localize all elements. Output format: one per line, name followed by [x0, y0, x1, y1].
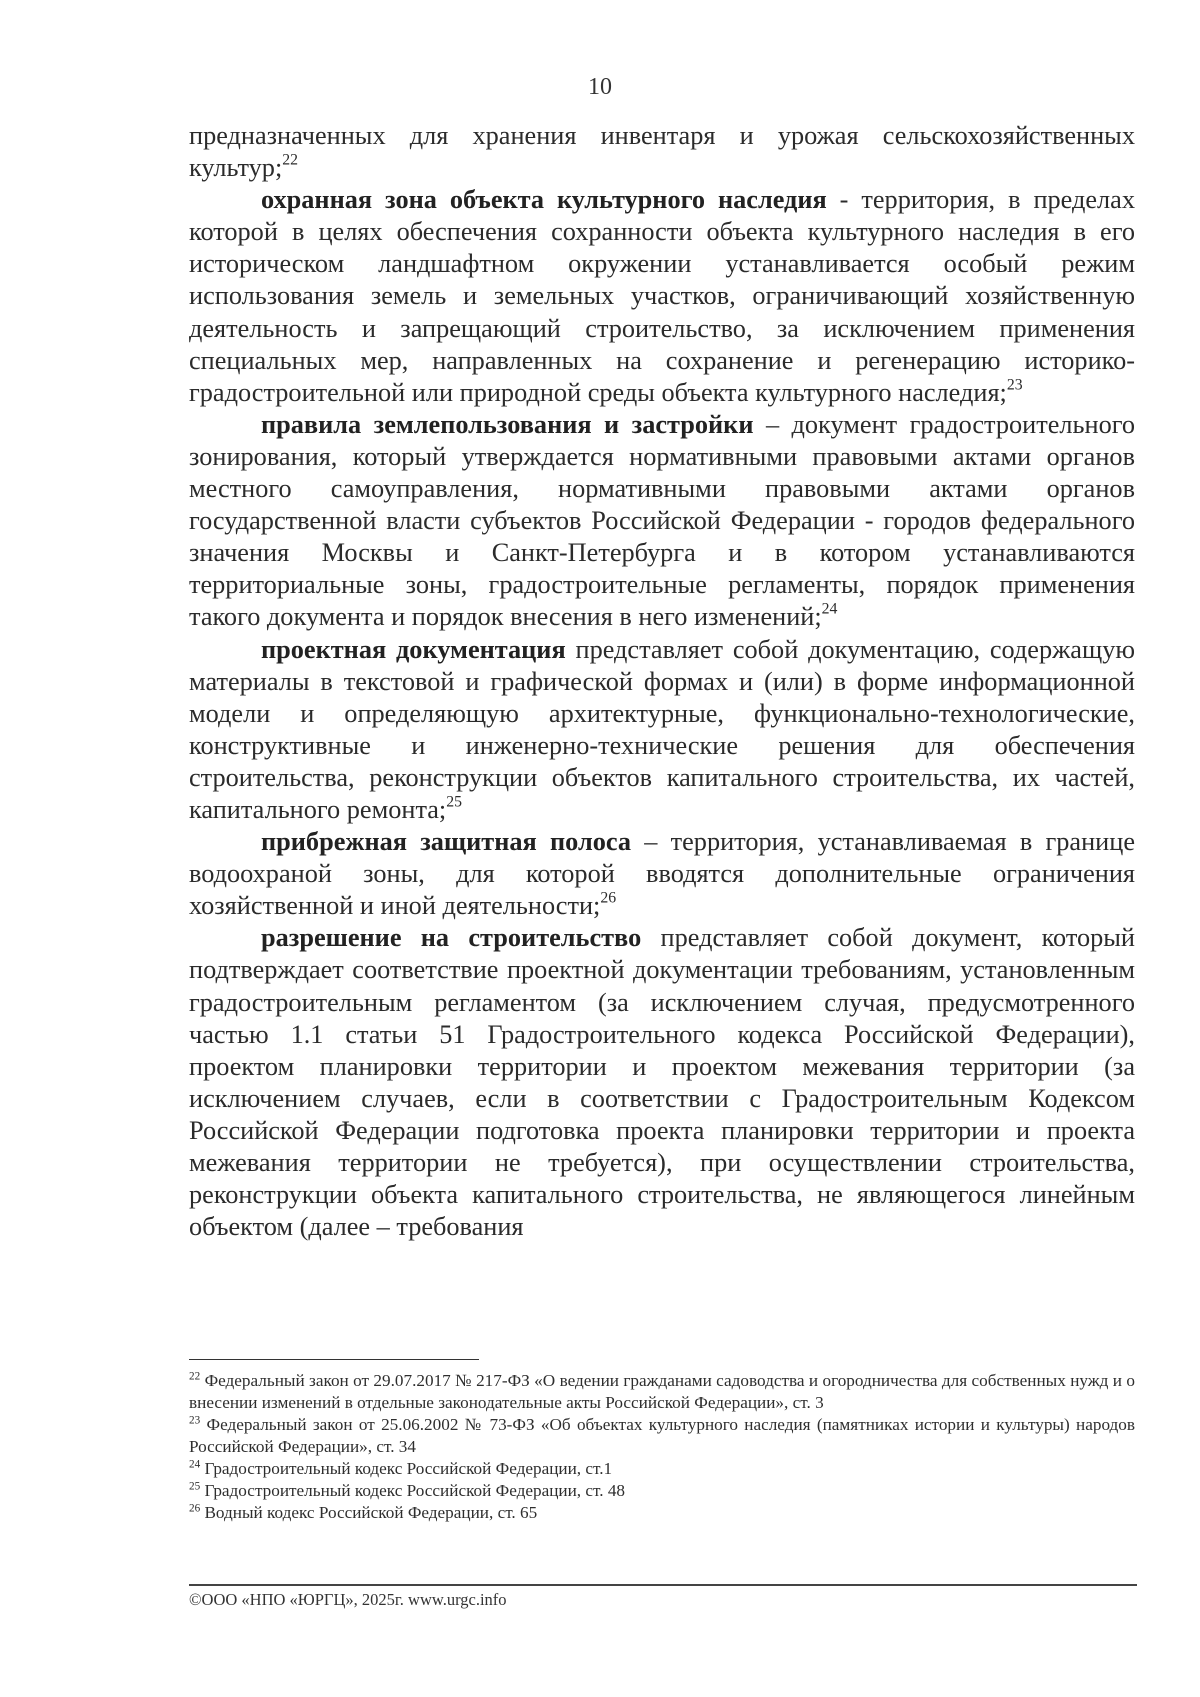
footnote-ref-23: 23: [1006, 376, 1023, 394]
defined-term: правила землепользования и застройки: [261, 409, 754, 439]
paragraph-continuation: предназначенных для хранения инвентаря и урожая сельскохозяйственных культур;$^{22}$: [189, 121, 1135, 183]
footnotes: [189, 1370, 1135, 1524]
footnote-ref-22: 22: [282, 151, 299, 169]
footnote-ref-25: 25: [446, 793, 462, 811]
footnote-26: $^{26}$ Водный кодекс Российской Федерации, ст. 65: [189, 1502, 538, 1522]
footnote-23: $^{23}$ Федеральный закон от 25.06.2002 № 73-ФЗ «Об объектах культурного наследия (памятниках истории и культуры) народов Российской Федерации», ст. 34: [189, 1414, 1135, 1456]
footer-separator: [189, 1584, 1137, 1586]
definition-pribrezhnaya-polosa: прибрежная защитная полоса – территория, устанавливаемая в границе водоохраной зоны, для которой вводятся дополнительные ограничения хозяйственной и иной деятельности;$^{26}$: [189, 827, 1135, 921]
definition-proektnaya-dokumentatsiya: проектная документация представляет собой документацию, содержащую материалы в текстовой и графической формах и (или) в форме информационной модели и определяющую архитектурные, функционально-технологические, конструктивные и инженерно-технические решения для обеспечения строительства, реконструкции объектов капитального строительства, их частей, капитального ремонта;$^{25}$: [189, 634, 1135, 824]
definition-pravila-zemlepolzovaniya: правила землепользования и застройки – документ градостроительного зонирования, который утверждается нормативными правовыми актами органов местного самоуправления, нормативными правовыми актами органов государственной власти субъектов Российской Федерации - городов федерального значения Москвы и Санкт-Петербурга и в котором устанавливаются территориальные зоны, градостроительные регламенты, порядок применения такого документа и порядок внесения в него изменений;$^{24}$: [189, 409, 1136, 632]
defined-term: проектная документация: [261, 634, 566, 664]
definition-razreshenie-na-stroitelstvo: разрешение на строительство представляет собой документ, который подтверждает соответствие проектной документации требованиям, установленным градостроительным регламентом (за исключением случая, предусмотренного частью 1.1 статьи 51 Градостроительного кодекса Российской Федерации), проектом планировки территории и проектом межевания территории (за исключением случаев, если в соответствии с Градостроительным Кодексом Российской Федерации подготовка проекта планировки территории и проекта межевания территории не требуется), при осуществлении строительства, реконструкции объекта капитального строительства, не являющегося линейным объектом (далее – требования: [189, 923, 1136, 1242]
footnote-24: $^{24}$ Градостроительный кодекс Российской Федерации, ст.1: [189, 1458, 613, 1478]
body-text: [189, 120, 1135, 1243]
defined-term: охранная зона объекта культурного наследия: [261, 185, 827, 215]
footnote-separator: [189, 1359, 479, 1360]
footnote-ref-24: 24: [821, 601, 838, 619]
page-number: 10: [588, 74, 612, 100]
defined-term: прибрежная защитная полоса: [261, 827, 631, 857]
definition-okhrannaya-zona: охранная зона объекта культурного наследия - территория, в пределах которой в целях обеспечения сохранности объекта культурного наследия в его историческом ландшафтном окружении устанавливается особый режим использования земель и земельных участков, ограничивающий хозяйственную деятельность и запрещающий строительство, за исключением применения специальных мер, направленных на сохранение и регенерацию историко-градостроительной или природной среды объекта культурного наследия;$^{23}$: [189, 185, 1135, 407]
footnote-25: $^{25}$ Градостроительный кодекс Российской Федерации, ст. 48: [189, 1480, 626, 1500]
footer-copyright: ©ООО «НПО «ЮРГЦ», 2025г. www.urgc.info: [189, 1590, 507, 1609]
defined-term: разрешение на строительство: [261, 923, 642, 953]
footnote-ref-26: 26: [600, 889, 617, 907]
footnote-22: $^{22}$ Федеральный закон от 29.07.2017 № 217-ФЗ «О ведении гражданами садоводства и огородничества для собственных нужд и о внесении изменений в отдельные законодательные акты Российской Федерации», ст. 3: [189, 1370, 1135, 1412]
